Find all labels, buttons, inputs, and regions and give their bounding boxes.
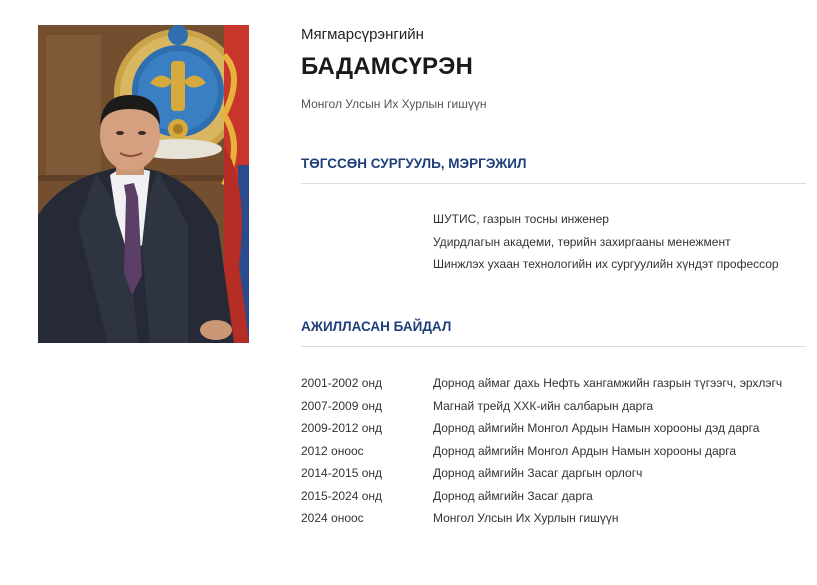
work-row	[301, 443, 806, 460]
profile-photo	[38, 25, 249, 343]
work-row	[301, 510, 806, 527]
patronymic-name: Мягмарсүрэнгийн	[301, 26, 424, 43]
work-description: Монгол Улсын Их Хурлын гишүүн	[433, 511, 619, 525]
education-item: Удирдлагын академи, төрийн захиргааны менежмент	[433, 234, 731, 249]
education-section-title: ТӨГССӨН СУРГУУЛЬ, МЭРГЭЖИЛ	[301, 156, 806, 184]
surname-title: БАДАМСҮРЭН	[301, 53, 474, 80]
work-year: 2009-2012 онд	[301, 421, 383, 435]
education-list	[433, 212, 779, 280]
work-row	[301, 465, 806, 482]
work-description: Дорнод аймгийн Монгол Ардын Намын хорооны дэд дарга	[433, 421, 760, 435]
work-year: 2012 оноос	[301, 443, 364, 458]
work-history-table	[301, 375, 806, 533]
work-year: 2007-2009 онд	[301, 398, 383, 413]
work-description: Дорнод аймгийн Монгол Ардын Намын хорооны дарга	[433, 443, 737, 458]
work-row	[301, 398, 806, 415]
work-row	[301, 420, 806, 437]
flag-icon	[224, 25, 249, 343]
work-year: 2014-2015 онд	[301, 466, 383, 480]
work-section-title: АЖИЛЛАСАН БАЙДАЛ	[301, 319, 806, 347]
work-year: 2024 оноос	[301, 511, 364, 525]
work-description: Магнай трейд ХХК-ийн салбарын дарга	[433, 398, 654, 413]
position-label: Монгол Улсын Их Хурлын гишүүн	[301, 97, 487, 111]
education-item: ШУТИС, газрын тосны инженер	[433, 212, 609, 226]
work-description: Дорнод аймгийн Засаг дарга	[433, 488, 593, 503]
work-row	[301, 488, 806, 505]
work-year: 2015-2024 онд	[301, 488, 383, 503]
work-year: 2001-2002 онд	[301, 376, 383, 390]
work-description: Дорнод аймгийн Засаг даргын орлогч	[433, 466, 643, 480]
work-description: Дорнод аймаг дахь Нефть хангамжийн газрын түгээгч, эрхлэгч	[433, 376, 783, 390]
work-row	[301, 375, 806, 392]
education-item: Шинжлэх ухаан технологийн их сургуулийн хүндэт профессор	[433, 257, 779, 271]
